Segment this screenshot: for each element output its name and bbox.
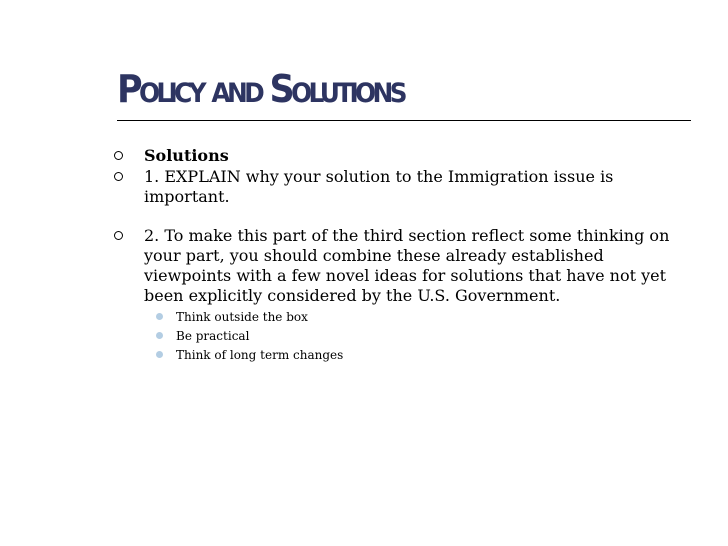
hollow-circle-icon: [114, 151, 123, 160]
sub-item-long-term: [0, 346, 728, 365]
sub-item-text: Think of long term changes: [176, 348, 344, 362]
list-item-combine-viewpoints: [0, 226, 728, 306]
filled-dot-icon: [156, 332, 163, 339]
sub-item-outside-box: [0, 308, 728, 327]
list-item-explain: [0, 167, 728, 207]
hollow-circle-icon: [114, 231, 123, 240]
filled-dot-icon: [156, 351, 163, 358]
list-item-solutions: [0, 146, 728, 166]
slide-title: Policy and Solutions: [117, 67, 404, 111]
sub-item-text: Think outside the box: [176, 310, 308, 324]
list-item-text: 2. To make this part of the third section reflect some thinking on your part, you should combine these already established viewpoints with a few novel ideas for solutions that have not yet been explicitly considered by the U.S. Government.: [144, 226, 670, 305]
slide-body: [0, 146, 728, 365]
title-divider: [117, 120, 691, 121]
list-item-text: 1. EXPLAIN why your solution to the Immigration issue is important.: [144, 167, 614, 206]
sub-item-practical: [0, 327, 728, 346]
hollow-circle-icon: [114, 172, 123, 181]
sub-list: [0, 308, 728, 365]
filled-dot-icon: [156, 313, 163, 320]
list-item-text: Solutions: [144, 146, 229, 165]
sub-item-text: Be practical: [176, 329, 250, 343]
